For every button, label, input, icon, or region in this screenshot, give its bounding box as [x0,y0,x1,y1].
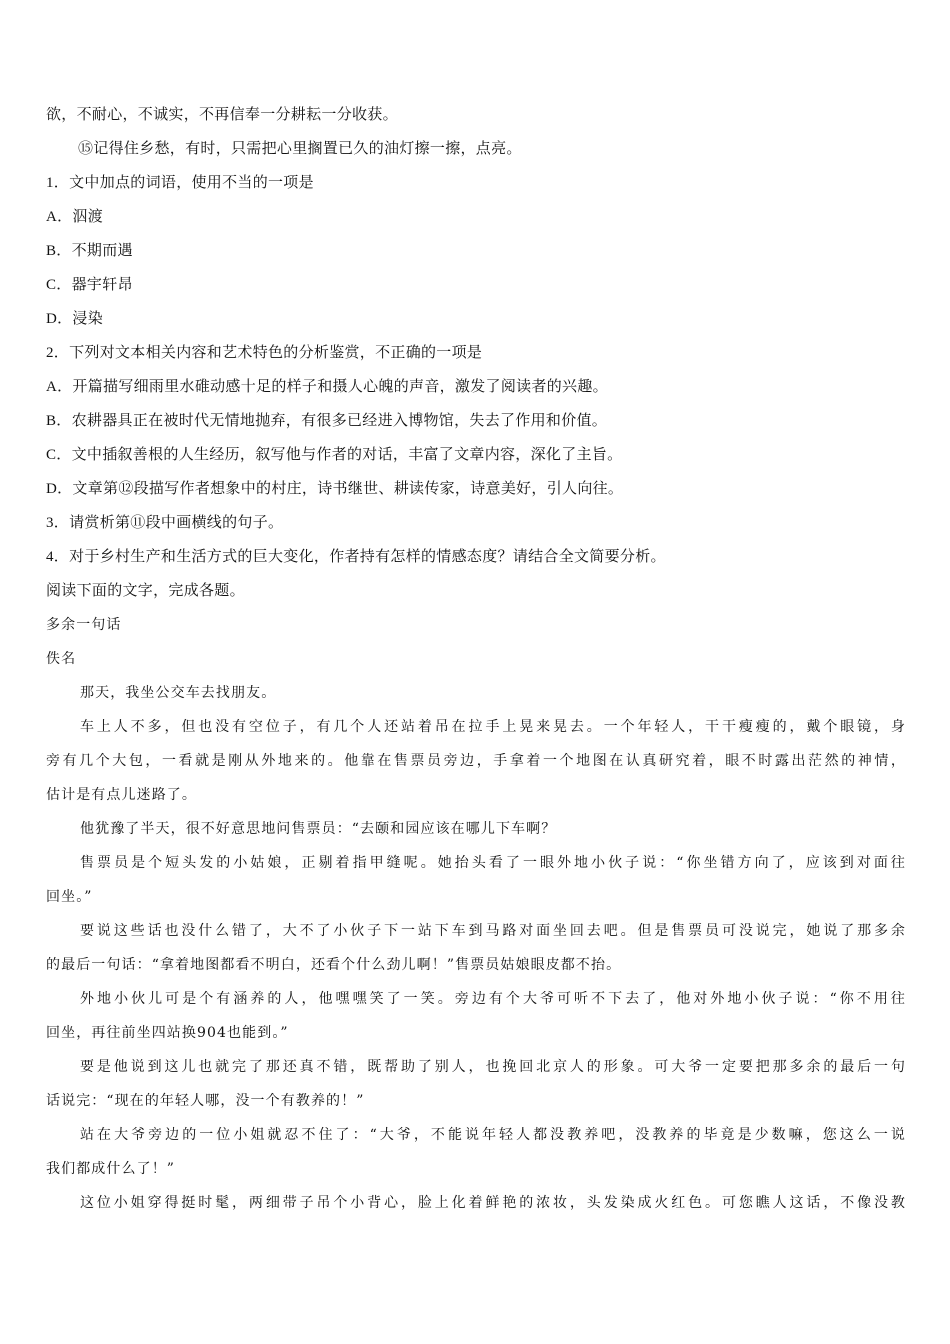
story-paragraph-7 [46,1050,906,1118]
reading-instruction: 阅读下面的文字，完成各题。 [46,583,245,599]
paragraph-line: 话说完：“现在的年轻人哪，没一个有教养的！” [46,1093,365,1109]
paragraph-line: 站在大爷旁边的一位小姐就忍不住了：“大爷，不能说年轻人都没教养吧，没教养的毕竟是少数嘛，您这么一说 [80,1127,906,1143]
story-paragraph-1 [46,676,906,710]
story-paragraph-6 [46,982,906,1050]
story-paragraph-4 [46,846,906,914]
story-paragraph-9 [46,1186,906,1220]
paragraph-line: 要是他说到这儿也就完了那还真不错，既帮助了别人，也挽回北京人的形象。可大爷一定要把那多余的最后一句 [80,1059,906,1075]
paragraph-line: 那天，我坐公交车去找朋友。 [80,685,277,701]
story-title: 多余一句话 [46,617,122,633]
paragraph-line: 旁有几个大包，一看就是刚从外地来的。他靠在售票员旁边，手拿着一个地图在认真研究着，眼不时露出茫然的神情， [46,753,906,769]
text-line: ⑮记得住乡愁，有时，只需把心里搁置已久的油灯擦一擦，点亮。 [78,141,522,157]
paragraph-line: 我们都成什么了！” [46,1161,176,1177]
paragraph-line: 外地小伙儿可是个有涵养的人，他嘿嘿笑了一笑。旁边有个大爷可听不下去了，他对外地小伙子说：“你不用往 [80,991,906,1007]
question-1-option-a: A．泅渡 [46,209,104,225]
paragraph-line: 估计是有点儿迷路了。 [46,787,197,803]
question-2-option-b: B．农耕器具正在被时代无情地抛弃，有很多已经进入博物馆，失去了作用和价值。 [46,413,608,429]
paragraph-line: 这位小姐穿得挺时髦，两细带子吊个小背心，脸上化着鲜艳的浓妆，头发染成火红色。可您瞧人这话，不像没教 [80,1195,906,1211]
story-paragraph-2 [46,710,906,812]
paragraph-line: 回坐。” [46,889,93,905]
paragraph-line: 要说这些话也没什么错了，大不了小伙子下一站下车到马路对面坐回去吧。但是售票员可没说完，她说了那多余 [80,923,906,939]
question-4-stem: 4．对于乡村生产和生活方式的巨大变化，作者持有怎样的情感态度？请结合全文简要分析。 [46,549,666,565]
story-paragraph-5 [46,914,906,982]
question-2-stem: 2．下列对文本相关内容和艺术特色的分析鉴赏，不正确的一项是 [46,345,483,361]
question-1-option-b: B．不期而遇 [46,243,133,259]
story-author: 佚名 [46,651,77,667]
paragraph-line: 回坐，再往前坐四站换904也能到。” [46,1025,289,1041]
question-2-option-a: A．开篇描写细雨里水碓动感十足的样子和摄人心魄的声音，激发了阅读者的兴趣。 [46,379,608,395]
paragraph-line: 车上人不多，但也没有空位子，有几个人还站着吊在拉手上晃来晃去。一个年轻人，干干瘦瘦的，戴个眼镜，身 [80,719,906,735]
story-paragraph-8 [46,1118,906,1186]
question-3-stem: 3．请赏析第⑪段中画横线的句子。 [46,515,284,531]
paragraph-line: 他犹豫了半天，很不好意思地问售票员：“去颐和园应该在哪儿下车啊？ [80,821,557,837]
question-1-option-d: D．浸染 [46,311,104,327]
question-2-option-c: C．文中插叙善根的人生经历，叙写他与作者的对话，丰富了文章内容，深化了主旨。 [46,447,623,463]
paragraph-line: 的最后一句话：“拿着地图都看不明白，还看个什么劲儿啊！”售票员姑娘眼皮都不抬。 [46,957,622,973]
question-1-option-c: C．器宇轩昂 [46,277,133,293]
paragraph-line: 售票员是个短头发的小姑娘，正剔着指甲缝呢。她抬头看了一眼外地小伙子说：“你坐错方向了，应该到对面往 [80,855,906,871]
question-1-stem: 1．文中加点的词语，使用不当的一项是 [46,175,314,191]
story-paragraph-3 [46,812,906,846]
text-line: 欲，不耐心，不诚实，不再信奉一分耕耘一分收获。 [46,107,398,123]
question-2-option-d: D．文章第⑫段描写作者想象中的村庄，诗书继世、耕读传家，诗意美好，引人向往。 [46,481,624,497]
